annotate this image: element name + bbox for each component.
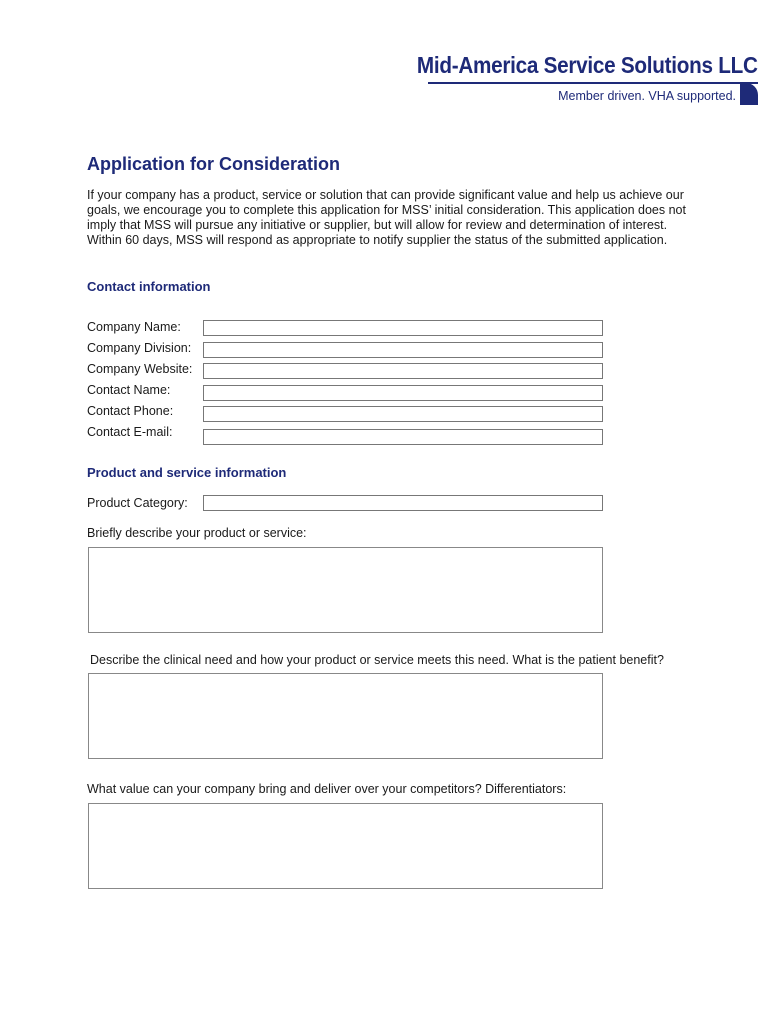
contact-email-input[interactable] [204, 433, 602, 447]
contact-section-heading: Contact information [87, 279, 211, 294]
brand-header [417, 52, 758, 108]
company-division-input[interactable] [204, 346, 602, 360]
product-category-field[interactable] [203, 495, 603, 511]
contact-phone-input[interactable] [204, 410, 602, 424]
contact-name-input[interactable] [204, 389, 602, 403]
brand-tagline: Member driven. VHA supported. [558, 89, 736, 103]
contact-name-label: Contact Name: [87, 383, 171, 397]
brand-logo-mark [740, 83, 758, 105]
differentiators-textarea[interactable] [89, 804, 602, 888]
product-category-label: Product Category: [87, 496, 188, 510]
question-clinical-need: Describe the clinical need and how your product or service meets this need. What is the patient benefit? [90, 653, 664, 667]
company-name-field[interactable] [203, 320, 603, 336]
brand-name: Mid-America Service Solutions LLC [417, 52, 758, 78]
contact-name-field[interactable] [203, 385, 603, 401]
question-describe-product: Briefly describe your product or service: [87, 526, 307, 540]
company-division-field[interactable] [203, 342, 603, 358]
product-section-heading: Product and service information [87, 465, 287, 480]
describe-product-textarea[interactable] [89, 548, 602, 632]
page-title: Application for Consideration [87, 154, 341, 174]
intro-paragraph: If your company has a product, service or solution that can provide significant value and help us achieve our goals, we encourage you to complete this application for MSS’ initial consideration. This application does not imply that MSS will pursue any initiative or supplier, but will allow for review and determination of interest. Within 60 days, MSS will respond as appropriate to notify supplier the status of the submitted application. [87, 188, 686, 247]
company-division-label: Company Division: [87, 341, 192, 355]
contact-phone-field[interactable] [203, 406, 603, 422]
differentiators-textarea-box[interactable] [88, 803, 603, 889]
company-website-input[interactable] [204, 367, 602, 381]
company-website-label: Company Website: [87, 362, 193, 376]
describe-product-textarea-box[interactable] [88, 547, 603, 633]
contact-email-field[interactable] [203, 429, 603, 445]
clinical-need-textarea-box[interactable] [88, 673, 603, 759]
clinical-need-textarea[interactable] [89, 674, 602, 758]
company-name-input[interactable] [204, 324, 602, 338]
brand-divider [428, 82, 758, 84]
contact-email-label: Contact E-mail: [87, 425, 173, 439]
product-category-input[interactable] [204, 499, 602, 513]
question-differentiators: What value can your company bring and deliver over your competitors? Differentiators: [87, 782, 567, 796]
company-name-label: Company Name: [87, 320, 181, 334]
company-website-field[interactable] [203, 363, 603, 379]
contact-phone-label: Contact Phone: [87, 404, 174, 418]
